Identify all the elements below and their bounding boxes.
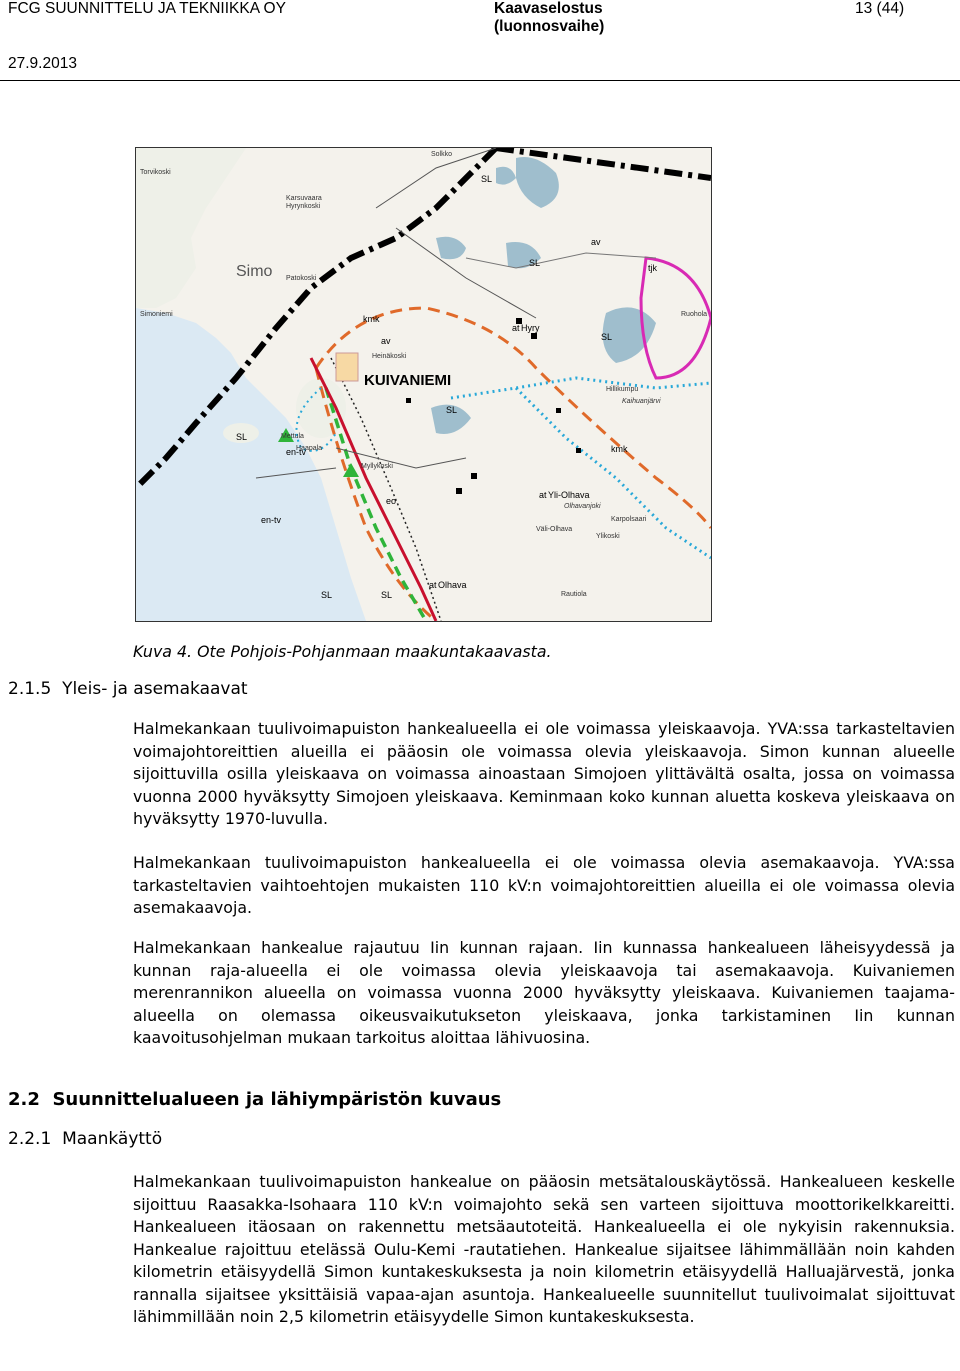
label-kmk: kmk: [363, 314, 380, 324]
building: [556, 408, 561, 413]
label-at: at: [512, 323, 520, 333]
header-doc-title: Kaavaselostus: [494, 0, 603, 17]
header-date: 27.9.2013: [8, 55, 77, 72]
regional-plan-map: [136, 148, 711, 621]
label-at-3: at: [429, 580, 437, 590]
place-olhavanjoki: Olhavanjoki: [564, 503, 601, 510]
section-number: 2.2: [8, 1089, 40, 1110]
label-en-tv: en-tv: [286, 447, 307, 457]
place-hillikumpu: Hillikumpu: [606, 386, 639, 393]
label-kmk-2: kmk: [611, 444, 628, 454]
paragraph-4: Halmekankaan tuulivoimapuiston hankealue on pääosin metsätalouskäytössä. Hankealueen keskelle sijoittuu Raasakka-Isohaara 110 kV:n voimajohto sekä sen varteen sijoittuva moottorikelkkareitti. Hankealueen itäosaan on rakennettu metsäautoteitä. Hankealueella ei ole nykyisin rakennuksia. Hankealue rajoittuu etelässä Oulu-Kemi -rautatiehen. Hankealue sijaitsee lähimmällään noin kahden kilometrin etäisyydellä Simon kuntakeskuksesta ja noin kilometrin etäisyydellä Halluajärvestä, jonka rannalla sijaitsee yksittäisiä vapaa-ajan asuntoja. Hankealueelle suunnitellut tuulivoimalat sijoittuvat lähimmillään noin 2,5 kilometrin etäisyydelle Simon kuntakeskuksesta.: [133, 1172, 955, 1326]
place-myllykoski: Myllykoski: [361, 463, 393, 470]
place-ruohola: Ruohola: [681, 311, 708, 318]
paragraph-2: Halmekankaan tuulivoimapuiston hankealueella ei ole voimassa olevia asemakaavoja. YVA:ssa tarkasteltavien vaihtoehtojen mukaisten 110 kV:n voimajohtoreittien alueilla ei ole voimassa olevia asemakaavoja.: [133, 853, 955, 917]
label-eo: eo: [386, 496, 397, 506]
building: [406, 398, 411, 403]
building: [531, 333, 537, 339]
label-sl: SL: [529, 258, 541, 268]
label-sl: SL: [481, 174, 493, 184]
label-hyry: Hyry: [521, 323, 540, 333]
place-ylikoski: Ylikoski: [596, 533, 620, 540]
place-haapala: Haapala: [296, 445, 323, 452]
label-yli-olhava: Yli-Olhava: [548, 490, 590, 500]
section-number: 2.1.5: [8, 679, 52, 699]
place-mettula: Mettula: [281, 433, 304, 440]
place-torvikoski: Torvikoski: [140, 169, 171, 176]
label-tjk: tjk: [648, 263, 657, 273]
place-simoniemi: Simoniemi: [140, 311, 173, 318]
section-heading-2-1-5: [8, 679, 248, 699]
place-hyrynkoski: Hyrynkoski: [286, 203, 321, 210]
place-rautiola: Rautiola: [561, 591, 587, 598]
header-page-number: 13 (44): [855, 0, 905, 17]
map-figure: [135, 147, 712, 622]
building: [471, 473, 477, 479]
place-karpolsaari: Karpolsaari: [611, 516, 647, 523]
label-sl: SL: [601, 332, 613, 342]
label-en-tv-2: en-tv: [261, 515, 282, 525]
place-kaihuanjarvi: Kaihuanjärvi: [622, 398, 661, 405]
place-solkko: Solkko: [431, 151, 453, 158]
label-sl: SL: [236, 432, 248, 442]
section-number: 2.2.1: [8, 1129, 52, 1149]
label-av-2: av: [591, 237, 601, 247]
label-olhava: Olhava: [438, 580, 467, 590]
section-title: Yleis- ja asemakaavat: [62, 679, 248, 699]
section-title: Maankäyttö: [62, 1129, 163, 1149]
place-heinakoski: Heinäkoski: [372, 353, 407, 360]
building: [456, 488, 462, 494]
section-heading-2-2: [8, 1089, 501, 1110]
label-kuivaniemi: KUIVANIEMI: [364, 372, 452, 389]
header-company: FCG SUUNNITTELU JA TEKNIIKKA OY: [8, 0, 286, 17]
section-heading-2-2-1: [8, 1129, 162, 1149]
paragraph-1: Halmekankaan tuulivoimapuiston hankealueella ei ole voimassa yleiskaavoja. YVA:ssa tarkasteltavien voimajohtoreittien alueilla ei pääosin ole voimassa olevia yleiskaavoja. Simon kunnan alueelle sijoittuvilla osilla yleiskaava on voimassa ainoastaan Simojoen ylittävältä osalta, jossa on voimassa vuonna 2000 hyväksytty Simojoen yleiskaava. Keminmaan koko kunnan aluetta koskeva yleiskaava on hyväksytty 1970-luvulla.: [133, 719, 955, 828]
label-at-2: at: [539, 490, 547, 500]
building: [576, 448, 581, 453]
paragraph-3: Halmekankaan hankealue rajautuu Iin kunnan rajaan. Iin kunnassa hankealueen läheisyydessä ja kunnan raja-alueella ei ole voimassa olevia yleiskaavoja tai asemakaavoja. Kuivaniemen merenrannikon alueella on voimassa vuonna 2000 hyväksytty yleiskaava. Kuivaniemen taajama-alueella on olemassa oikeusvaikutukseton yleiskaava, jonka tarkistaminen Iin kunnan kaavoitusohjelman mukaan tarkoitus aloittaa lähivuosina.: [133, 938, 955, 1047]
place-patokoski: Patokoski: [286, 275, 317, 282]
place-karsuvaara: Karsuvaara: [286, 195, 322, 202]
section-title: Suunnittelualueen ja lähiympäristön kuvaus: [52, 1089, 502, 1110]
label-sl: SL: [381, 590, 393, 600]
label-simo: Simo: [236, 263, 273, 280]
figure-caption: Kuva 4. Ote Pohjois-Pohjanmaan maakuntakaavasta.: [133, 642, 552, 661]
kuivaniemi-center: [336, 353, 358, 381]
label-sl: SL: [446, 405, 458, 415]
header-doc-status: (luonnosvaihe): [494, 18, 605, 35]
label-sl: SL: [321, 590, 333, 600]
place-vali-olhava: Väli-Olhava: [536, 526, 573, 533]
header-rule: [0, 80, 960, 81]
label-av: av: [381, 336, 391, 346]
